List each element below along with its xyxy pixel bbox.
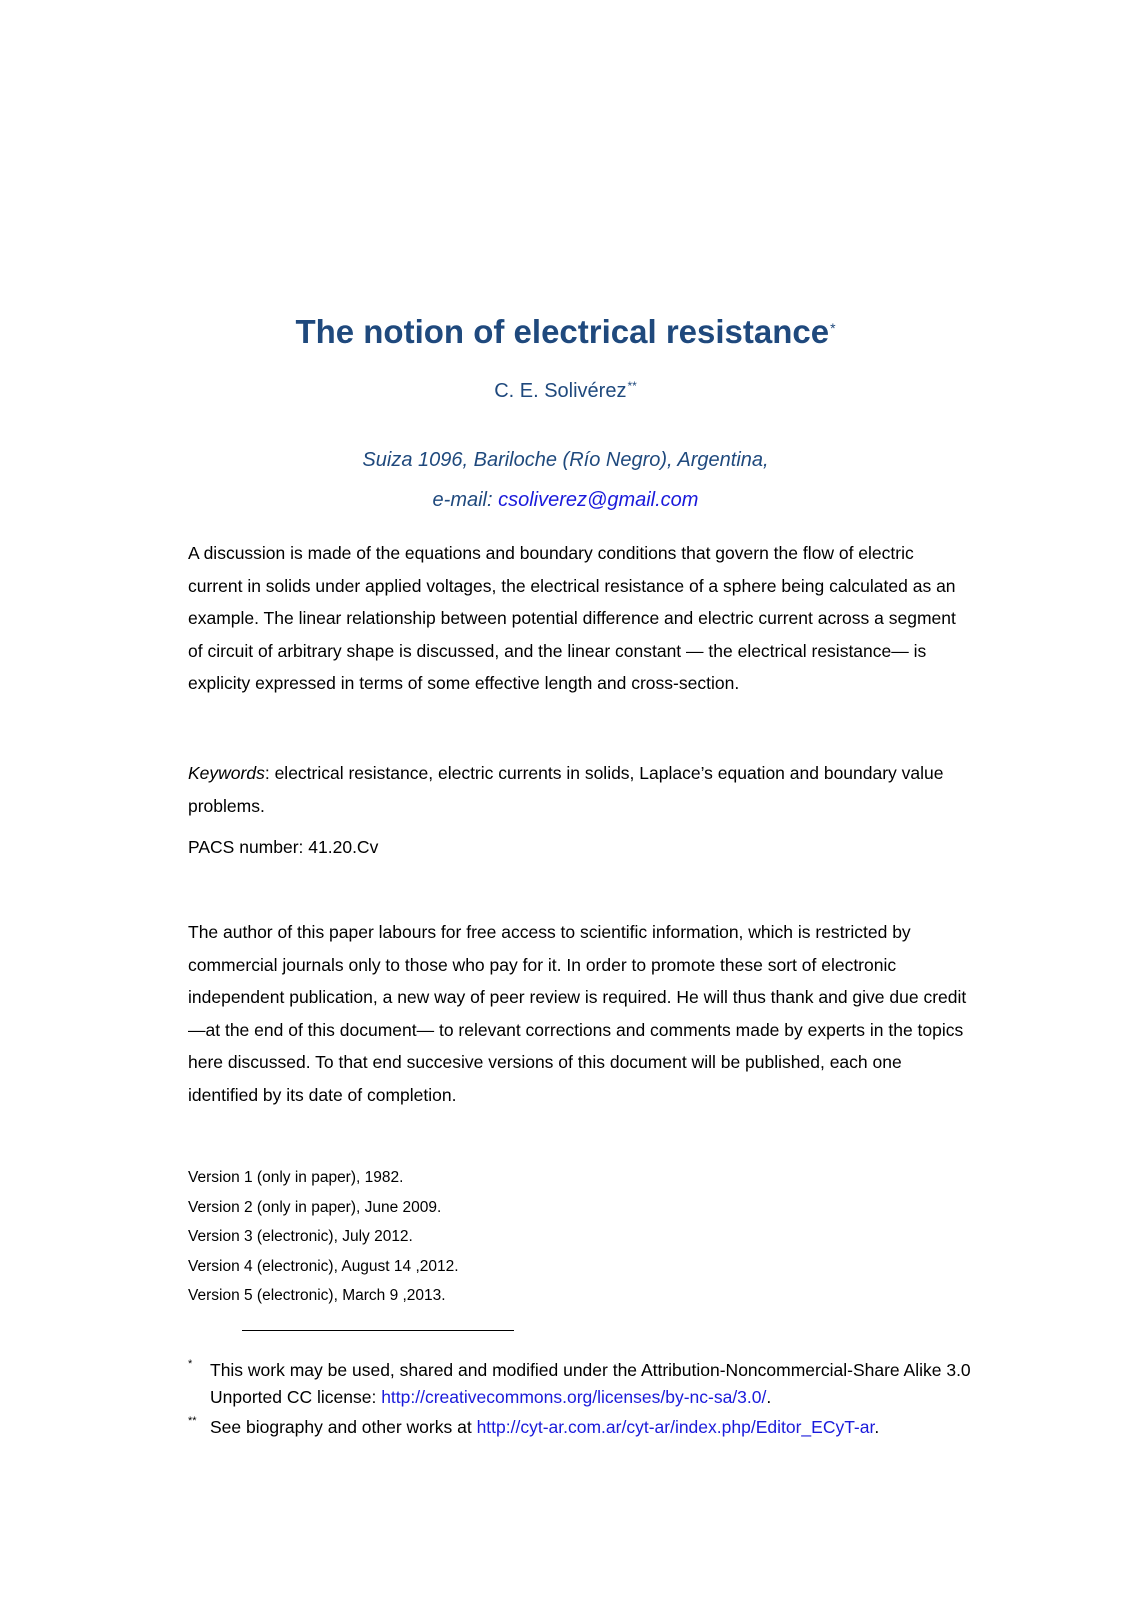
license-link[interactable]: http://creativecommons.org/licenses/by-nc-sa/3.0/ <box>381 1387 767 1407</box>
author-name-text: C. E. Solivérez <box>494 380 627 402</box>
affiliation-address: Suiza 1096, Bariloche (Río Negro), Argentina, <box>362 449 769 471</box>
footnote-mark: ** <box>188 1415 197 1427</box>
footnote-license <box>188 1357 978 1411</box>
version-list <box>188 1163 788 1311</box>
version-item: Version 2 (only in paper), June 2009. <box>188 1198 442 1216</box>
version-item: Version 4 (electronic), August 14 ,2012. <box>188 1257 459 1275</box>
footnote-text <box>210 1357 978 1411</box>
paper-title <box>0 312 1131 352</box>
email-line <box>0 480 1131 520</box>
keywords-text: : electrical resistance, electric currents in solids, Laplace’s equation and boundary value problems. <box>188 763 944 816</box>
footnote-divider <box>242 1330 514 1331</box>
open-access-note: The author of this paper labours for free access to scientific information, which is restricted by commercial journals only to those who pay for it. In order to promote these sort of electronic independent publication, a new way of peer review is required. He will thus thank and give due credit —at the end of this document— to relevant corrections and comments made by experts in the topics here discussed. To that end succesive versions of this document will be published, each one identified by its date of completion. <box>188 922 967 1105</box>
footnote-trailing: . <box>874 1417 880 1437</box>
footnote-biography <box>188 1414 978 1441</box>
affiliation-block <box>0 440 1131 520</box>
abstract-paragraph: A discussion is made of the equations and boundary conditions that govern the flow of electric current in solids under applied voltages, the electrical resistance of a sphere being calculated as an example. The linear relationship between potential difference and electric current across a segment of circuit of arbitrary shape is discussed, and the linear constant — the electrical resistance— is explicity expressed in terms of some effective length and cross-section. <box>188 543 956 694</box>
version-item: Version 3 (electronic), July 2012. <box>188 1228 413 1245</box>
footnote-mark: * <box>188 1358 193 1370</box>
pacs-number: PACS number: 41.20.Cv <box>188 837 379 857</box>
version-item: Version 5 (electronic), March 9 ,2013. <box>188 1287 446 1304</box>
title-footnote-mark: * <box>830 320 836 336</box>
footnote-body: See biography and other works at <box>210 1417 477 1437</box>
version-item: Version 1 (only in paper), 1982. <box>188 1169 404 1186</box>
footnote-body: This work may be used, shared and modified under the Attribution-Noncommercial-Share Alike 3.0 Unported CC license: <box>210 1360 971 1407</box>
email-label: e-mail: <box>432 489 499 511</box>
email-link[interactable]: csoliverez@gmail.com <box>498 489 699 511</box>
keywords-paragraph <box>188 757 968 822</box>
footnote-trailing: . <box>766 1387 772 1407</box>
author-footnote-mark: ** <box>627 379 637 393</box>
author-name <box>0 378 1131 404</box>
keywords-label: Keywords <box>188 763 265 783</box>
biography-link[interactable]: http://cyt-ar.com.ar/cyt-ar/index.php/Editor_ECyT-ar <box>476 1417 875 1437</box>
footnote-text <box>210 1414 978 1441</box>
paper-title-text: The notion of electrical resistance <box>295 313 830 350</box>
